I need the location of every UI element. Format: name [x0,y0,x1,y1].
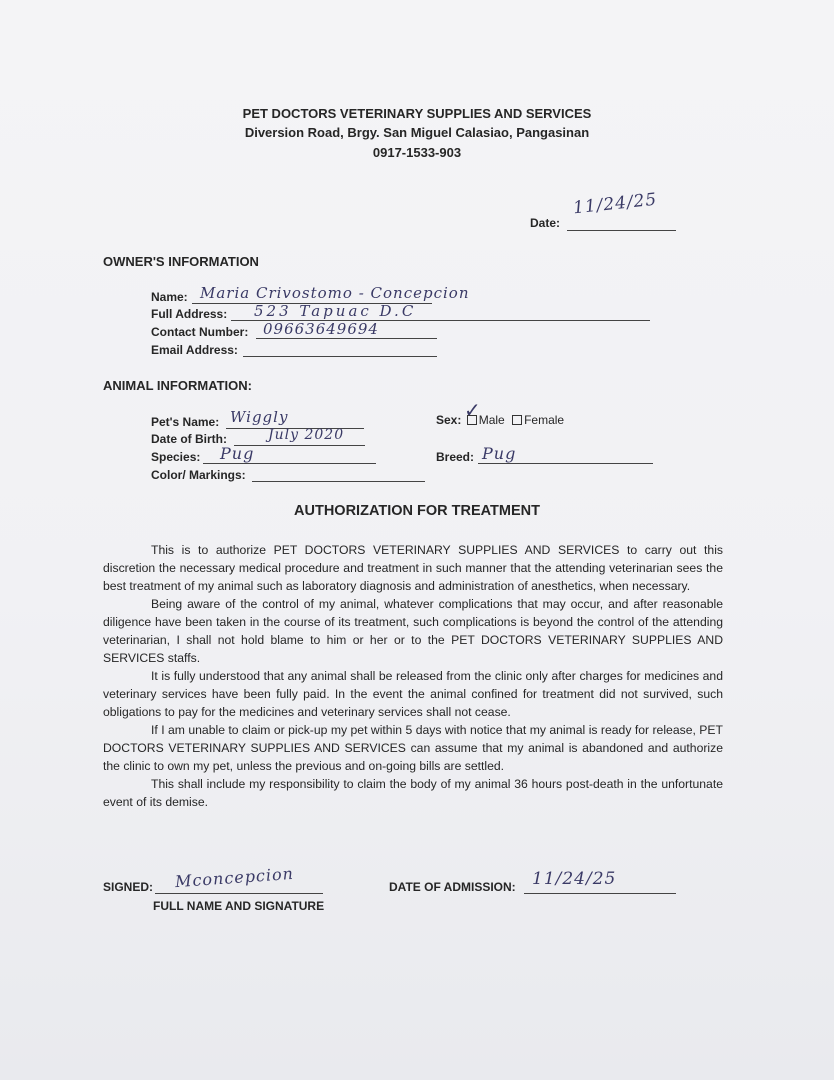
date-line [567,230,676,231]
species-label: Species: [151,450,201,464]
pet-name-field[interactable]: Wiggly [230,408,289,426]
authorization-body [103,541,723,811]
species-line [203,463,376,464]
male-check-mark: ✓ [464,400,481,422]
signature-line [155,893,323,894]
dob-field[interactable]: July 2020 [268,427,345,443]
auth-paragraph: It is fully understood that any animal shall be released from the clinic only after charges for medicines and veterinary services have been fully paid. In the event the animal confined for treatment did not survived, such obligations to pay for the medicines and veterinary services shall not cease. [103,669,723,719]
owner-address-label: Full Address: [151,307,228,321]
owner-contact-label: Contact Number: [151,325,249,339]
admission-date-field[interactable]: 11/24/25 [532,869,617,889]
owner-name-field[interactable]: Maria Crivostomo - Concepcion [200,284,470,302]
owner-name-label: Name: [151,290,188,304]
breed-label: Breed: [436,450,475,464]
breed-line [478,463,653,464]
female-option-label: Female [524,413,565,427]
female-checkbox[interactable] [512,415,522,425]
date-label: Date: [530,216,561,230]
species-field[interactable]: Pug [220,444,255,463]
full-name-signature-caption: FULL NAME AND SIGNATURE [153,899,325,913]
date-value[interactable]: 11/24/25 [572,189,659,219]
sex-label: Sex: [436,413,462,427]
clinic-name: PET DOCTORS VETERINARY SUPPLIES AND SERVICES [242,106,592,121]
owner-email-line [243,356,437,357]
dob-label: Date of Birth: [151,432,227,446]
auth-paragraph: This is to authorize PET DOCTORS VETERINARY SUPPLIES AND SERVICES to carry out this discretion the necessary medical procedure and treatment in such manner that the attending veterinarian sees the best treatment of my animal such as laboratory diagnosis and administration of anesthetics, when necessary. [103,543,723,593]
authorization-title: AUTHORIZATION FOR TREATMENT [294,503,540,519]
male-option-label: Male [478,413,505,427]
admission-label: DATE OF ADMISSION: [389,880,516,894]
auth-paragraph: This shall include my responsibility to claim the body of my animal 36 hours post-death in the unfortunate event of its demise. [103,777,723,809]
sex-row [436,413,564,427]
auth-paragraph: Being aware of the control of my animal, whatever complications that may occur, and after reasonable diligence have been taken in the course of its treatment, such complications is beyond the control of the attending veterinarian, I shall not hold blame to him or her or to the PET DOCTORS VETERINARY SUPPLIES AND SERVICES staffs. [103,597,723,665]
color-line [252,481,425,482]
breed-field[interactable]: Pug [482,444,517,463]
owner-heading: OWNER'S INFORMATION [103,254,259,269]
auth-paragraph: If I am unable to claim or pick-up my pet within 5 days with notice that my animal is ready for release, PET DOCTORS VETERINARY SUPPLIES AND SERVICES can assume that my animal is abandoned and authorize the clinic to own my pet, unless the previous and on-going bills are settled. [103,723,723,773]
clinic-address: Diversion Road, Brgy. San Miguel Calasiao, Pangasinan [244,125,590,140]
pet-name-label: Pet's Name: [151,415,220,429]
admission-line [524,893,676,894]
owner-contact-field[interactable]: 09663649694 [263,320,379,338]
owner-address-field[interactable]: 523 Tapuac D.C [254,302,417,320]
clinic-phone: 0917-1533-903 [372,145,462,160]
color-label: Color/ Markings: [151,468,246,482]
signed-label: SIGNED: [103,880,154,894]
animal-heading: ANIMAL INFORMATION: [103,378,252,393]
owner-email-label: Email Address: [151,343,238,357]
signature-field[interactable]: Mconcepcion [174,863,295,892]
owner-contact-line [256,338,437,339]
